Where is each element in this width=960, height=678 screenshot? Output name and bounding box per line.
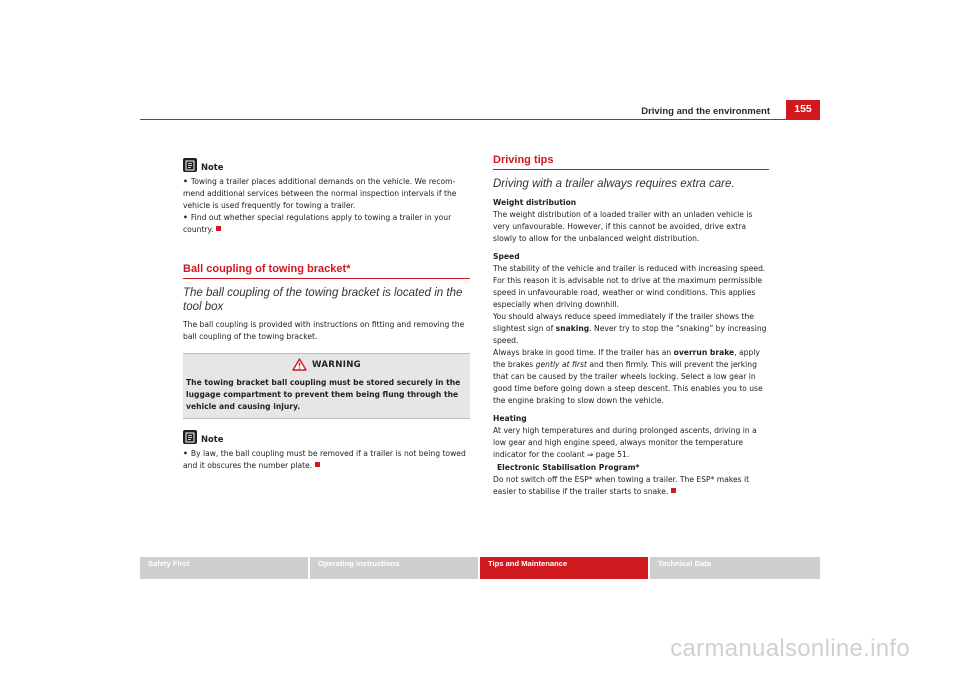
note-bullet — [183, 212, 470, 236]
right-column — [493, 154, 769, 498]
left-column — [183, 158, 470, 472]
note-bullet — [183, 176, 470, 212]
footer-tab-tips-maintenance[interactable]: Tips and Maintenance — [480, 557, 648, 579]
gently-term: gently at first — [535, 359, 587, 369]
snaking-text-end: . Never try to stop the “snaking” by increasing speed. — [493, 323, 767, 345]
note-bullet-text: By law, the ball coupling must be removed if a trailer is not being towed and it obscures the number plate. — [183, 449, 466, 470]
watermark: carmanualsonline.info — [670, 635, 910, 662]
note-bullet — [183, 448, 470, 472]
note-header — [183, 158, 470, 172]
section-title-ball-coupling: Ball coupling of towing bracket* — [183, 263, 470, 279]
warning-header — [186, 358, 467, 371]
page-number-badge: 155 — [786, 100, 820, 119]
page-header-title: Driving and the environment — [641, 106, 770, 117]
note-label: Note — [201, 434, 224, 444]
braking-text-start: Always brake in good time. If the trailer has an — [493, 347, 672, 357]
warning-text: The towing bracket ball coupling must be stored securely in the luggage compartment to prevent them being flung through the vehicle and causing injury. — [186, 378, 461, 411]
footer-tab-safety-first[interactable]: Safety First — [140, 557, 308, 579]
braking-text-mid: , apply the brakes — [493, 347, 760, 369]
subheading-weight: Weight distribution — [493, 197, 577, 207]
note-bullet-text: Find out whether special regulations apply to towing a trailer in your country. — [183, 213, 452, 234]
body-text: The ball coupling is provided with instructions on fitting and removing the ball coupling of the towing bracket. — [183, 320, 465, 341]
paragraph-heating: At very high temperatures and during prolonged ascents, driving in a low gear and high engine speed, always monitor the temperature indicator for the coolant ⇒ page 51. — [493, 425, 757, 459]
warning-triangle-icon — [292, 358, 307, 371]
esp-text: Do not switch off the ESP* when towing a trailer. The ESP* makes it easier to stabilise if the trailer starts to snake. — [493, 474, 750, 496]
note-icon — [183, 158, 197, 172]
note-icon — [183, 430, 197, 444]
bullet-dot-icon: • — [183, 449, 188, 458]
section-lead: The ball coupling of the towing bracket is located in the tool box — [183, 287, 463, 313]
section-end-icon — [671, 488, 676, 493]
paragraph-esp — [493, 474, 769, 498]
warning-box — [183, 353, 470, 419]
subheading-esp: Electronic Stabilisation Program* — [497, 462, 640, 472]
subheading-speed: Speed — [493, 251, 520, 261]
paragraph-weight: The weight distribution of a loaded trailer with an unladen vehicle is very unfavourable. However, if this cannot be avoided, drive extra slowly to allow for the unbalanced weight distribution. — [493, 209, 753, 243]
paragraph-speed: The stability of the vehicle and trailer is reduced with increasing speed. For this reason it is advisable not to drive at the maximum permissible speed in unfavourable road, weather or wind conditions. This applies especially when driving downhill. — [493, 263, 766, 309]
note-bullet-text: Towing a trailer places additional demands on the vehicle. We recom-mend additional services between the normal inspection intervals if the vehicle is used frequently for towing a trailer. — [183, 177, 457, 210]
footer-tab-operating-instructions[interactable]: Operating instructions — [310, 557, 478, 579]
snaking-text-start: You should always reduce speed immediately if the trailer shows the slightest sign of — [493, 311, 754, 333]
snaking-term: snaking — [555, 323, 590, 333]
braking-text-end: and then firmly. This will prevent the jerking that can be caused by the trailer wheels locking. Select a low gear in good time before going down a steep descent. This enables you to use the engine braking to slow down the vehicle. — [493, 359, 763, 405]
note-header — [183, 430, 470, 444]
note-label: Note — [201, 162, 224, 172]
section-lead: Driving with a trailer always requires extra care. — [493, 178, 735, 190]
overrun-brake-term: overrun brake — [673, 347, 735, 357]
footer-tab-technical-data[interactable]: Technical Data — [650, 557, 820, 579]
subheading-heating: Heating — [493, 413, 527, 423]
paragraph-braking — [493, 347, 769, 407]
paragraph-snaking — [493, 311, 769, 347]
section-title-driving-tips: Driving tips — [493, 154, 769, 170]
bullet-dot-icon: • — [183, 177, 188, 186]
header-rule — [140, 119, 820, 120]
section-end-icon — [315, 462, 320, 467]
section-end-icon — [216, 226, 221, 231]
bullet-dot-icon: • — [183, 213, 188, 222]
warning-label: WARNING — [311, 359, 362, 370]
